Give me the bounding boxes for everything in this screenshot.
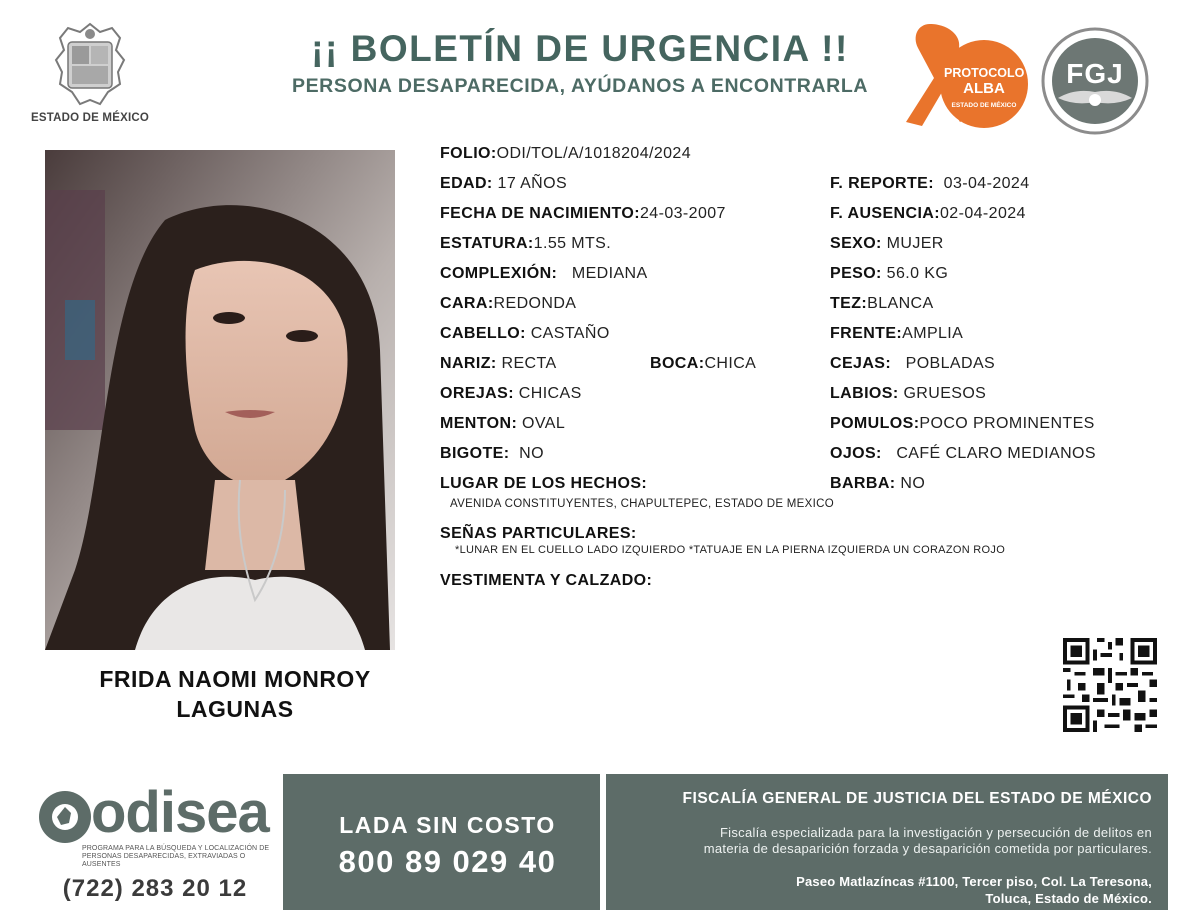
field-ojos: [830, 444, 1096, 464]
field-senas-value: *LUNAR EN EL CUELLO LADO IZQUIERDO *TATUAJE EN LA PIERNA IZQUIERDA UN CORAZON ROJO: [455, 544, 1006, 556]
field-sexo: [830, 234, 944, 254]
field-label: F. AUSENCIA:: [830, 205, 940, 222]
field-label: LUGAR DE LOS HECHOS:: [440, 475, 648, 492]
person-portrait-image: [45, 150, 395, 650]
field-value: CHICA: [704, 355, 757, 372]
field-cejas: [830, 354, 995, 374]
field-label: FECHA DE NACIMIENTO:: [440, 205, 640, 222]
field-value: BLANCA: [867, 295, 934, 312]
field-label: CEJAS:: [830, 355, 892, 372]
field-value: REDONDA: [493, 295, 577, 312]
field-senas-label: [440, 524, 637, 544]
field-value: NO: [519, 445, 544, 462]
field-value: 02-04-2024: [940, 205, 1026, 222]
field-label: CARA:: [440, 295, 494, 312]
field-label: CABELLO:: [440, 325, 526, 342]
field-value: CAFÉ CLARO MEDIANOS: [896, 445, 1096, 462]
footer-divider: [600, 774, 606, 910]
field-label: BIGOTE:: [440, 445, 510, 462]
field-label: FRENTE:: [830, 325, 903, 342]
field-label: LABIOS:: [830, 385, 899, 402]
field-value: POCO PROMINENTES: [919, 415, 1095, 432]
field-label: VESTIMENTA Y CALZADO:: [440, 572, 653, 589]
field-lugar-label: [440, 474, 647, 494]
field-frente: [830, 324, 963, 344]
alba-line3: ESTADO DE MÉXICO: [951, 102, 1017, 109]
field-folio: [440, 144, 691, 164]
estado-de-mexico-seal-icon: [50, 20, 130, 110]
field-boca: [650, 354, 756, 374]
field-value: CASTAÑO: [530, 325, 610, 342]
field-lugar-value: AVENIDA CONSTITUYENTES, CHAPULTEPEC, ESTADO DE MEXICO: [450, 498, 834, 510]
field-value: 56.0 KG: [886, 265, 949, 282]
field-label: NARIZ:: [440, 355, 497, 372]
field-cabello: [440, 324, 610, 344]
alba-line2: ALBA: [963, 80, 1005, 97]
field-value: 24-03-2007: [640, 205, 726, 222]
field-value: OVAL: [522, 415, 566, 432]
field-label: COMPLEXIÓN:: [440, 265, 558, 282]
missing-person-photo: [45, 150, 395, 650]
field-value: MEDIANA: [571, 265, 648, 282]
field-menton: [440, 414, 565, 434]
field-label: SEÑAS PARTICULARES:: [440, 525, 637, 542]
fiscalia-description-line2: materia de desaparición forzada y desaparición cometida por particulares.: [703, 841, 1152, 856]
bulletin-title: ¡¡ BOLETÍN DE URGENCIA !!: [311, 28, 849, 69]
field-vestimenta: [440, 571, 652, 591]
odisea-phone[interactable]: (722) 283 20 12: [62, 875, 248, 902]
lada-sin-costo-label: LADA SIN COSTO: [339, 812, 556, 838]
field-label: ESTATURA:: [440, 235, 534, 252]
fiscalia-title: FISCALÍA GENERAL DE JUSTICIA DEL ESTADO DE MÉXICO: [682, 790, 1152, 807]
field-value: POBLADAS: [905, 355, 996, 372]
field-fecha-nacimiento: [440, 204, 726, 224]
field-value: GRUESOS: [903, 385, 987, 402]
field-edad: [440, 174, 567, 194]
field-cara: [440, 294, 576, 314]
field-label: BOCA:: [650, 355, 705, 372]
fgj-text: FGJ: [1066, 58, 1124, 89]
field-value: NO: [900, 475, 926, 492]
field-label: TEZ:: [830, 295, 868, 312]
field-value: 17 AÑOS: [497, 175, 568, 192]
fiscalia-address-line2: Toluca, Estado de México.: [985, 891, 1152, 906]
state-name: ESTADO DE MÉXICO: [31, 112, 149, 124]
field-peso: [830, 264, 948, 284]
field-value: CHICAS: [518, 385, 582, 402]
field-value: RECTA: [501, 355, 557, 372]
field-complexion: [440, 264, 648, 284]
person-name-line2: LAGUNAS: [176, 696, 294, 722]
fiscalia-address-line1: Paseo Matlazíncas #1100, Tercer piso, Col. La Teresona,: [796, 874, 1152, 889]
qr-code-icon[interactable]: [1063, 638, 1157, 732]
field-labios: [830, 384, 986, 404]
odisea-wordmark: odisea: [91, 780, 269, 845]
field-label: EDAD:: [440, 175, 493, 192]
odisea-program-text: PROGRAMA PARA LA BÚSQUEDA Y LOCALIZACIÓN DE PERSONAS DESAPARECIDAS, EXTRAVIADAS O AUSENTES: [82, 845, 270, 868]
field-bigote: [440, 444, 544, 464]
field-value: MUJER: [886, 235, 944, 252]
field-f-ausencia: [830, 204, 1026, 224]
field-value: AMPLIA: [902, 325, 964, 342]
fgj-logo: [1040, 26, 1150, 136]
field-label: PESO:: [830, 265, 882, 282]
bulletin-subtitle: PERSONA DESAPARECIDA, AYÚDANOS A ENCONTRARLA: [291, 75, 869, 97]
field-estatura: [440, 234, 611, 254]
field-orejas: [440, 384, 582, 404]
field-label: BARBA:: [830, 475, 896, 492]
fiscalia-address: [612, 873, 1152, 907]
field-tez: [830, 294, 934, 314]
field-label: OJOS:: [830, 445, 882, 462]
field-label: SEXO:: [830, 235, 882, 252]
alba-line1: PROTOCOLO: [944, 66, 1025, 80]
field-value: 03-04-2024: [943, 175, 1030, 192]
protocolo-alba-logo: [900, 22, 1028, 132]
field-label: MENTON:: [440, 415, 518, 432]
field-label: FOLIO:: [440, 145, 497, 162]
fiscalia-description: [612, 825, 1152, 857]
field-nariz: [440, 354, 557, 374]
field-barba: [830, 474, 925, 494]
field-label: F. REPORTE:: [830, 175, 934, 192]
person-name: [45, 664, 425, 724]
toll-free-phone[interactable]: 800 89 029 40: [338, 844, 557, 879]
field-f-reporte: [830, 174, 1030, 194]
field-label: OREJAS:: [440, 385, 514, 402]
person-name-line1: FRIDA NAOMI MONROY: [99, 666, 371, 692]
field-pomulos: [830, 414, 1095, 434]
field-value: 1.55 MTS.: [533, 235, 612, 252]
fiscalia-description-line1: Fiscalía especializada para la investigación y persecución de delitos en: [719, 825, 1152, 840]
field-value: ODI/TOL/A/1018204/2024: [496, 145, 692, 162]
field-label: POMULOS:: [830, 415, 920, 432]
